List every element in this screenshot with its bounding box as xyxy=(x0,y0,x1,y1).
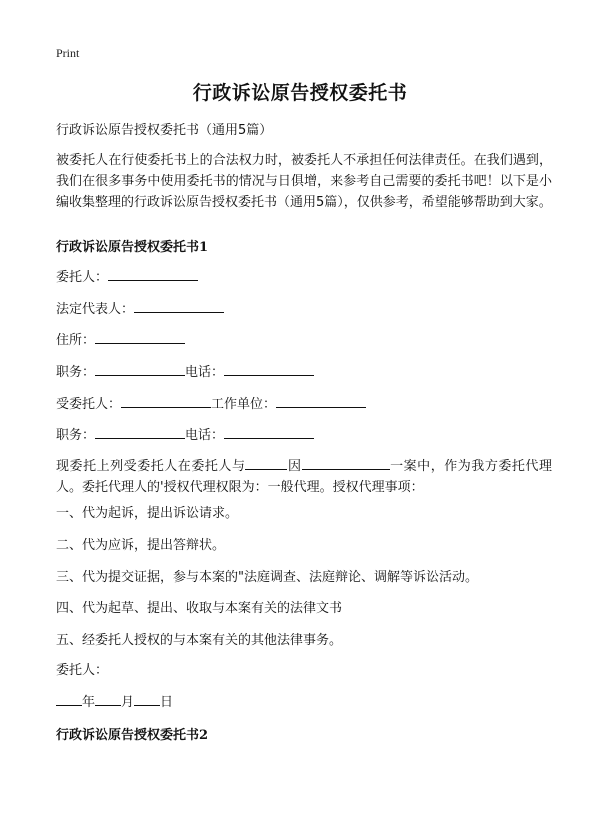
phone-label-2: 电话： xyxy=(185,428,225,443)
day-blank xyxy=(134,691,160,706)
print-link[interactable]: Print xyxy=(56,46,80,60)
address-label: 住所： xyxy=(56,333,96,348)
document-title: 行政诉讼原告授权委托书 xyxy=(192,82,408,104)
principal-row xyxy=(56,266,198,288)
workplace-label: 工作单位： xyxy=(211,397,277,412)
case-blank xyxy=(302,455,390,470)
phone-label: 电话： xyxy=(185,365,225,380)
item-4: 四、代为起草、提出、收取与本案有关的法律文书 xyxy=(56,601,343,616)
position-phone-row-2 xyxy=(56,424,314,446)
legal-rep-blank xyxy=(134,298,224,313)
agent-label: 受委托人： xyxy=(56,397,122,412)
month-blank xyxy=(95,691,121,706)
day-label: 日 xyxy=(160,695,174,710)
principal-blank xyxy=(108,266,198,281)
workplace-blank xyxy=(276,393,366,408)
agent-blank xyxy=(121,393,211,408)
year-blank xyxy=(56,691,82,706)
document-subtitle: 行政诉讼原告授权委托书（通用5篇） xyxy=(56,123,273,138)
party-blank xyxy=(245,455,287,470)
authorization-text-3: 一案中，作为我方委托代理人。委托代理人的'授权代理权限为：一般代理。授权代理事项： xyxy=(56,459,552,495)
position-label-2: 职务： xyxy=(56,428,96,443)
position-blank xyxy=(95,361,185,376)
authorization-text-1: 现委托上列受委托人在委托人与 xyxy=(56,459,246,474)
legal-rep-label: 法定代表人： xyxy=(56,302,135,317)
authorization-text-2: 因 xyxy=(287,459,302,474)
address-row xyxy=(56,329,185,351)
authorization-paragraph xyxy=(56,455,552,498)
item-2: 二、代为应诉，提出答辩状。 xyxy=(56,538,226,553)
item-1: 一、代为起诉，提出诉讼请求。 xyxy=(56,506,239,521)
intro-paragraph: 被委托人在行使委托书上的合法权力时，被委托人不承担任何法律责任。在我们遇到，我们在很多事务中使用委托书的情况与日俱增，来参考自己需要的委托书吧！以下是小编收集整理的行政诉讼原告授权委托书（通用5篇），仅供参考，希望能够帮助到大家。 xyxy=(56,153,552,210)
position-label: 职务： xyxy=(56,365,96,380)
position-blank-2 xyxy=(95,424,185,439)
item-3: 三、代为提交证据，参与本案的"法庭调查、法庭辩论、调解等诉讼活动。 xyxy=(56,570,478,585)
phone-blank xyxy=(224,361,314,376)
address-blank xyxy=(95,329,185,344)
year-label: 年 xyxy=(82,695,96,710)
month-label: 月 xyxy=(121,695,135,710)
section-1-heading: 行政诉讼原告授权委托书1 xyxy=(56,240,209,255)
section-2-heading: 行政诉讼原告授权委托书2 xyxy=(56,728,209,743)
position-phone-row xyxy=(56,361,314,383)
signature-label: 委托人： xyxy=(56,663,109,678)
date-row xyxy=(56,691,173,713)
principal-label: 委托人： xyxy=(56,270,109,285)
legal-rep-row xyxy=(56,298,224,320)
agent-row xyxy=(56,393,366,415)
phone-blank-2 xyxy=(224,424,314,439)
item-5: 五、经委托人授权的与本案有关的其他法律事务。 xyxy=(56,633,343,648)
